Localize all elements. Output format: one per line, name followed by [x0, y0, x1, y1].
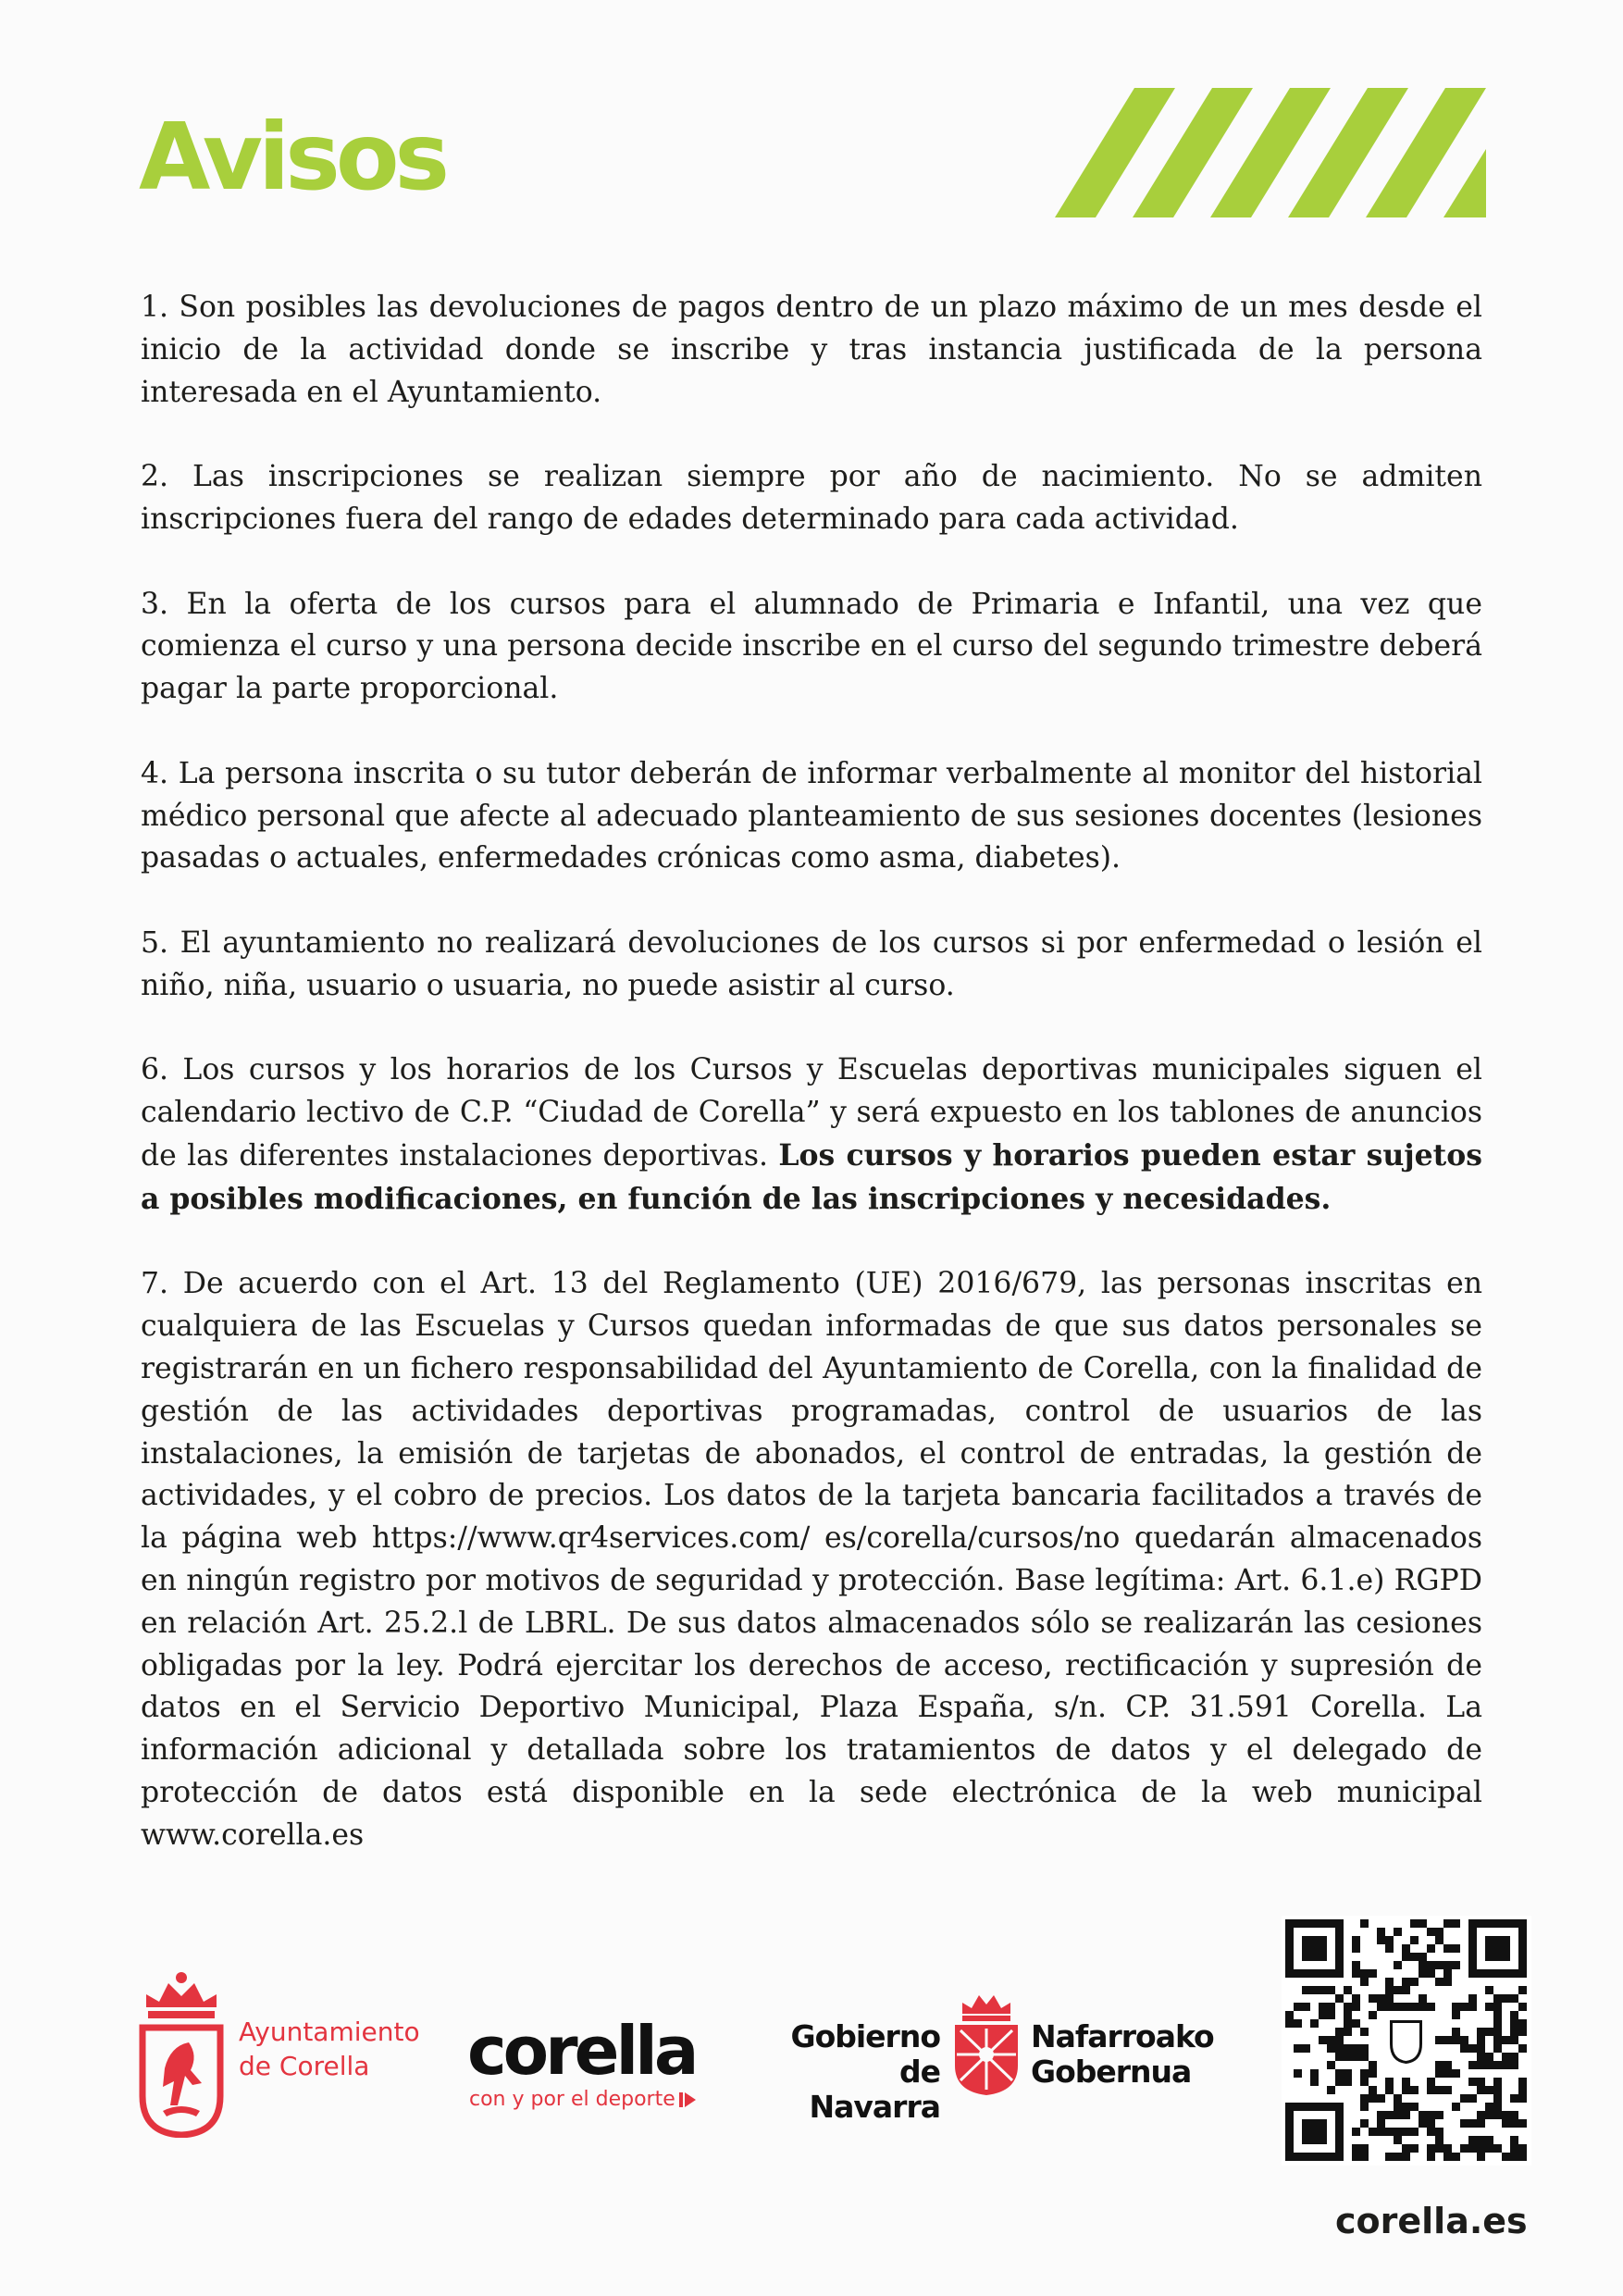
navarra-shield-icon [949, 1990, 1023, 2097]
coat-of-arms-icon [137, 1967, 226, 2138]
notice-6-text: 6. Los cursos y los horarios de los Cursos y Escuelas deportivas municipales siguen el calendario lectivo de C.P. “Ciudad de Corella” y será expuesto en los tablones de anuncios de las diferentes instalaciones deportivas. [141, 1053, 1482, 1173]
notice-6 [141, 1049, 1482, 1221]
corella-wordmark: corella [467, 2012, 696, 2090]
notice-6-bold: Los cursos y horarios pueden estar sujetos a posibles modificaciones, en función de las inscripciones y necesidades. [141, 1137, 1482, 1216]
qr-code[interactable] [1282, 1916, 1531, 2166]
notices-list [141, 287, 1482, 1899]
navarra-right-line1: Nafarroako [1031, 2018, 1214, 2054]
page-title: Avisos [139, 103, 446, 211]
play-icon [679, 2091, 696, 2109]
ayuntamiento-logo [137, 1967, 433, 2142]
navarra-left-line2: de Navarra [809, 2054, 940, 2125]
ayuntamiento-label-line1: Ayuntamiento [239, 2017, 420, 2047]
navarra-right-line2: Gobernua [1031, 2054, 1192, 2090]
website-url[interactable]: corella.es [1335, 2201, 1528, 2241]
corella-tagline: con y por el deporte [469, 2088, 675, 2111]
notice-1: 1. Son posibles las devoluciones de pagos dentro de un plazo máximo de un mes desde el inicio de la actividad donde se inscribe y tras instancia justificada de la persona interesada en el Ayuntamiento. [141, 291, 1482, 409]
corella-deporte-logo [467, 2012, 717, 2111]
notice-7: 7. De acuerdo con el Art. 13 del Reglamento (UE) 2016/679, las personas inscritas en cualquiera de las Escuelas y Cursos quedan informadas de que sus datos personales se registrarán en un fichero responsabilidad del Ayuntamiento de Corella, con la finalidad de gestión de las actividades deportivas programadas, control de usuarios de las instalaciones, la emisión de tarjetas de abonados, el control de entradas, la gestión de actividades, y el cobro de precios. Los datos de la tarjeta bancaria facilitados a través de la página web https://www.qr4services.com/ es/corella/cursos/no quedarán almacenados en ningún registro por motivos de seguridad y protección. Base legítima: Art. 6.1.e) RGPD en relación Art. 25.2.l de LBRL. De sus datos almacenados sólo se realizarán las cesiones obligadas por la ley. Podrá ejercitar los derechos de acceso, rectificación y supresión de datos en el Servicio Deportivo Municipal, Plaza España, s/n. CP. 31.591 Corella. La información adicional y detallada sobre los tratamientos de datos y el delegado de protección de datos está disponible en la sede electrónica de la web municipal www.corella.es [141, 1267, 1482, 1852]
notice-2: 2. Las inscripciones se realizan siempre por año de nacimiento. No se admiten inscripciones fuera del rango de edades determinado para cada actividad. [141, 460, 1482, 536]
ayuntamiento-label-line2: de Corella [239, 2051, 370, 2081]
navarra-left-line1: Gobierno [790, 2018, 940, 2054]
decorative-stripes [1055, 88, 1486, 217]
notice-5: 5. El ayuntamiento no realizará devoluciones de los cursos si por enfermedad o lesión el niño, niña, usuario o usuaria, no puede asistir al curso. [141, 925, 1482, 1002]
gobierno-navarra-logo [764, 1990, 1214, 2125]
notice-3: 3. En la oferta de los cursos para el alumnado de Primaria e Infantil, una vez que comienza el curso y una persona decide inscribe en el curso del segundo trimestre deberá pagar la parte proporcional. [141, 587, 1482, 706]
notice-4: 4. La persona inscrita o su tutor deberán de informar verbalmente al monitor del historial médico personal que afecte al adecuado planteamiento de sus sesiones docentes (lesiones pasadas o actuales, enfermedades crónicas como asma, diabetes). [141, 756, 1482, 875]
